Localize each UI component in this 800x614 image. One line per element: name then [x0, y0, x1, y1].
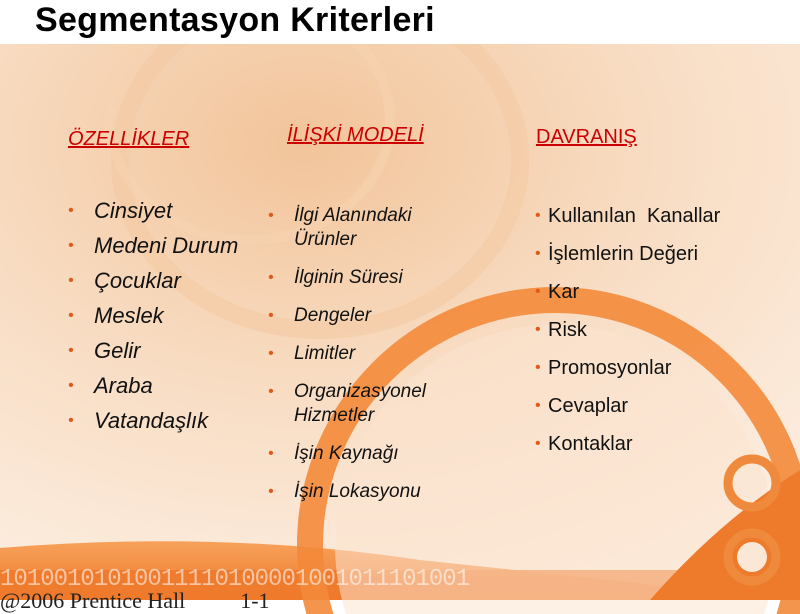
bullet-icon: • [535, 245, 541, 262]
bullet-icon: • [535, 321, 541, 338]
list-item: • Araba [68, 373, 153, 398]
bullet-icon: • [268, 383, 274, 400]
column-heading: DAVRANIŞ [536, 126, 637, 148]
bullet-icon: • [268, 483, 274, 500]
list-item: • İşin Kaynağı [268, 443, 399, 464]
bullet-icon: • [535, 283, 541, 300]
list-davranis [535, 204, 785, 470]
bullet-icon: • [268, 269, 274, 286]
bullet-icon: • [535, 207, 541, 224]
column-heading: İLİŞKİ MODELİ [287, 124, 424, 146]
list-item: • İlgi Alanındaki Ürünler [268, 205, 412, 250]
list-ozellikler [68, 196, 248, 441]
list-item: • Dengeler [268, 305, 372, 326]
list-iliski-modeli [268, 204, 468, 518]
bullet-icon: • [268, 307, 274, 324]
binary-decoration: 10100101010011110100001001011101001 [0, 566, 470, 593]
bullet-icon: • [68, 237, 74, 254]
list-item: • Kar [535, 281, 580, 303]
bullet-icon: • [535, 435, 541, 452]
list-item: • Cinsiyet [68, 198, 173, 223]
bullet-icon: • [68, 202, 74, 219]
list-item: • İşlemlerin Değeri [535, 243, 699, 265]
list-item: • Çocuklar [68, 268, 181, 293]
bullet-icon: • [68, 272, 74, 289]
column-heading: ÖZELLİKLER [68, 128, 190, 150]
list-item: • İlginin Süresi [268, 267, 403, 288]
list-item: • İşin Lokasyonu [268, 481, 421, 502]
bullet-icon: • [535, 397, 541, 414]
bullet-icon: • [535, 359, 541, 376]
list-item: • Promosyonlar [535, 357, 672, 379]
list-item: • Risk [535, 319, 587, 341]
list-item: • Kullanılan Kanallar [535, 205, 721, 227]
footer-copyright: @2006 Prentice Hall 1-1 [0, 588, 270, 613]
bullet-icon: • [68, 377, 74, 394]
list-item: • Cevaplar [535, 395, 629, 417]
bullet-icon: • [68, 307, 74, 324]
slide-title: Segmentasyon Kriterleri [35, 1, 435, 39]
list-item: • Medeni Durum [68, 233, 239, 258]
bullet-icon: • [68, 342, 74, 359]
list-item: • Limitler [268, 343, 356, 364]
bullet-icon: • [268, 345, 274, 362]
list-item: • Organizasyonel Hizmetler [268, 381, 427, 426]
bullet-icon: • [268, 207, 274, 224]
list-item: • Kontaklar [535, 433, 633, 455]
bullet-icon: • [268, 445, 274, 462]
list-item: • Gelir [68, 338, 141, 363]
list-item: • Vatandaşlık [68, 408, 209, 433]
bullet-icon: • [68, 412, 74, 429]
list-item: • Meslek [68, 303, 164, 328]
